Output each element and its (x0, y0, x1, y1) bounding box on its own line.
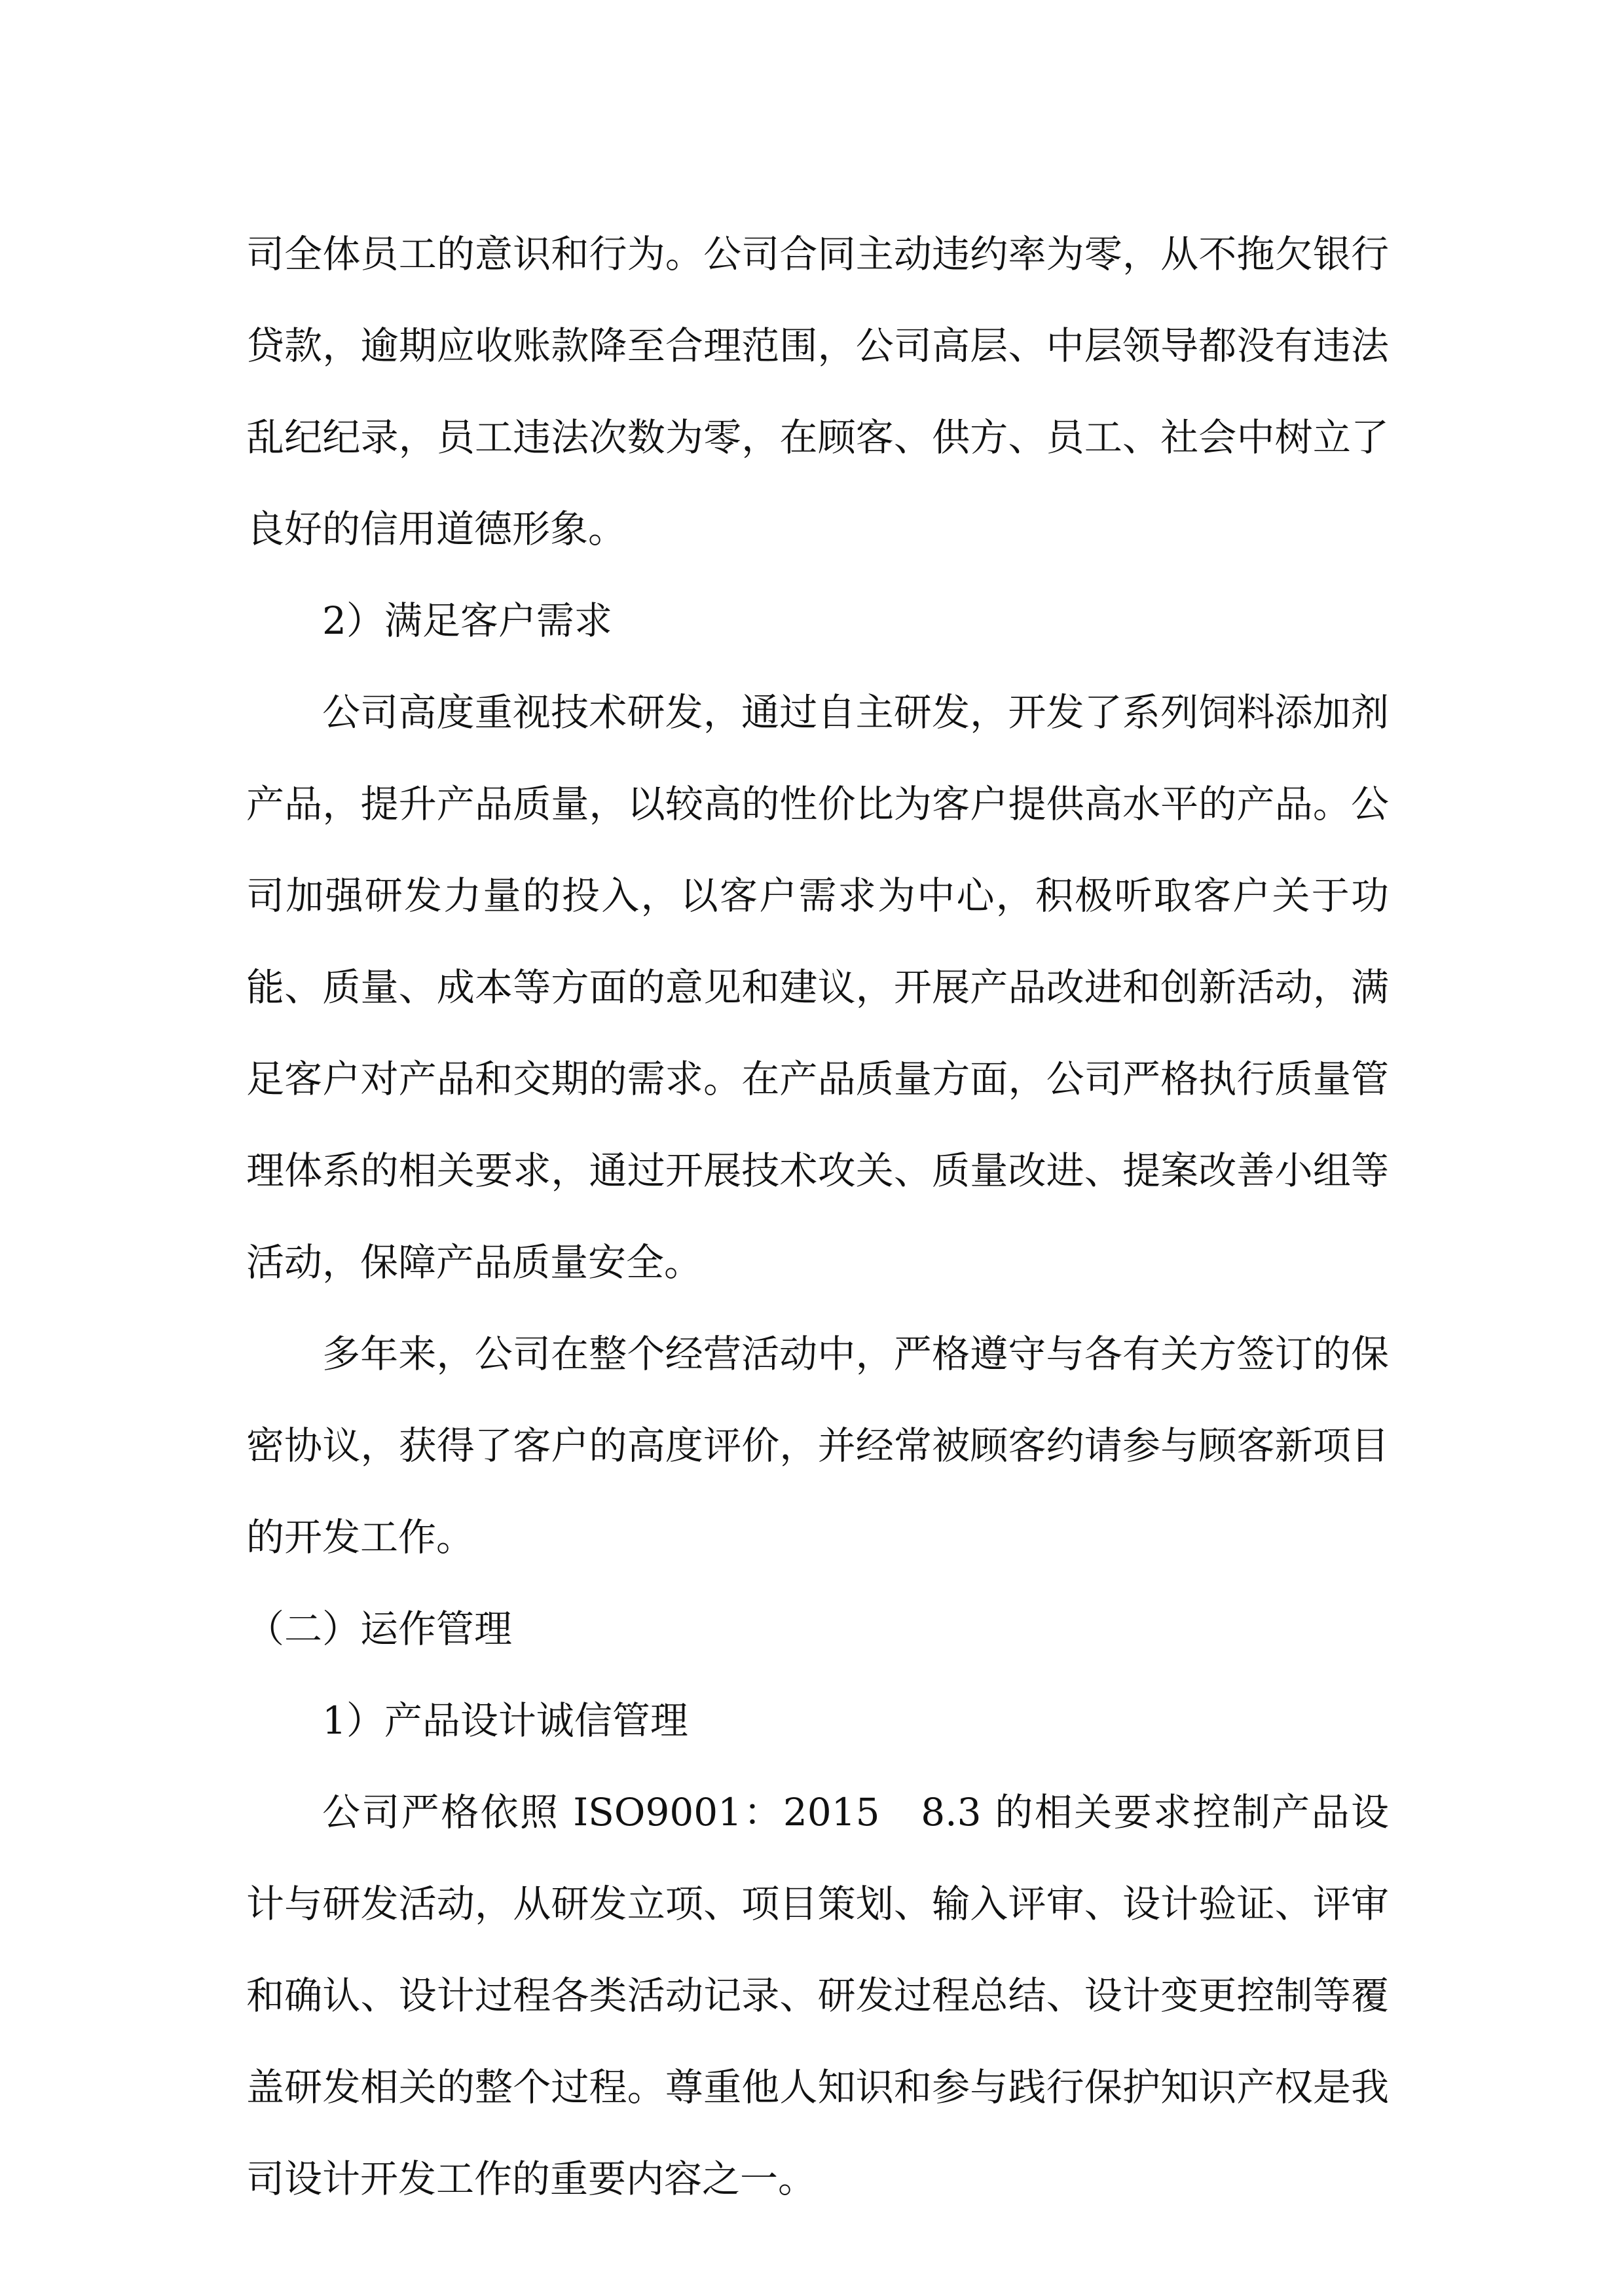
section-heading-operation-management: （二）运作管理 (246, 1607, 513, 1651)
paragraph-iso-design-control: 公司严格依照 ISO9001：2015 8.3 的相关要求控制产品设计与研发活动，从研发立项、项目策划、输入评审、设计验证、评审和确认、设计过程各类活动记录、研发过程总结、设计变更控制等覆盖研发相关的整个过程。尊重他人知识和参与践行保护知识产权是我司设计开发工作的重要内容之一。 (246, 1790, 1389, 2201)
paragraph-confidentiality: 多年来，公司在整个经营活动中，严格遵守与各有关方签订的保密协议，获得了客户的高度评价，并经常被顾客约请参与顾客新项目的开发工作。 (246, 1332, 1389, 1559)
document-page (246, 208, 1389, 2225)
subheading-design-integrity: 1）产品设计诚信管理 (322, 1698, 688, 1743)
paragraph-integrity-continuation: 司全体员工的意识和行为。公司合同主动违约率为零，从不拖欠银行贷款，逾期应收账款降至合理范围，公司高层、中层领导都没有违法乱纪纪录，员工违法次数为零，在顾客、供方、员工、社会中树立了良好的信用道德形象。 (246, 232, 1389, 551)
paragraph-rd-quality: 公司高度重视技术研发，通过自主研发，开发了系列饲料添加剂产品，提升产品质量，以较高的性价比为客户提供高水平的产品。公司加强研发力量的投入，以客户需求为中心，积极听取客户关于功能、质量、成本等方面的意见和建议，开展产品改进和创新活动，满足客户对产品和交期的需求。在产品质量方面，公司严格执行质量管理体系的相关要求，通过开展技术攻关、质量改进、提案改善小组等活动，保障产品质量安全。 (246, 690, 1389, 1285)
subheading-customer-needs: 2）满足客户需求 (322, 598, 612, 643)
